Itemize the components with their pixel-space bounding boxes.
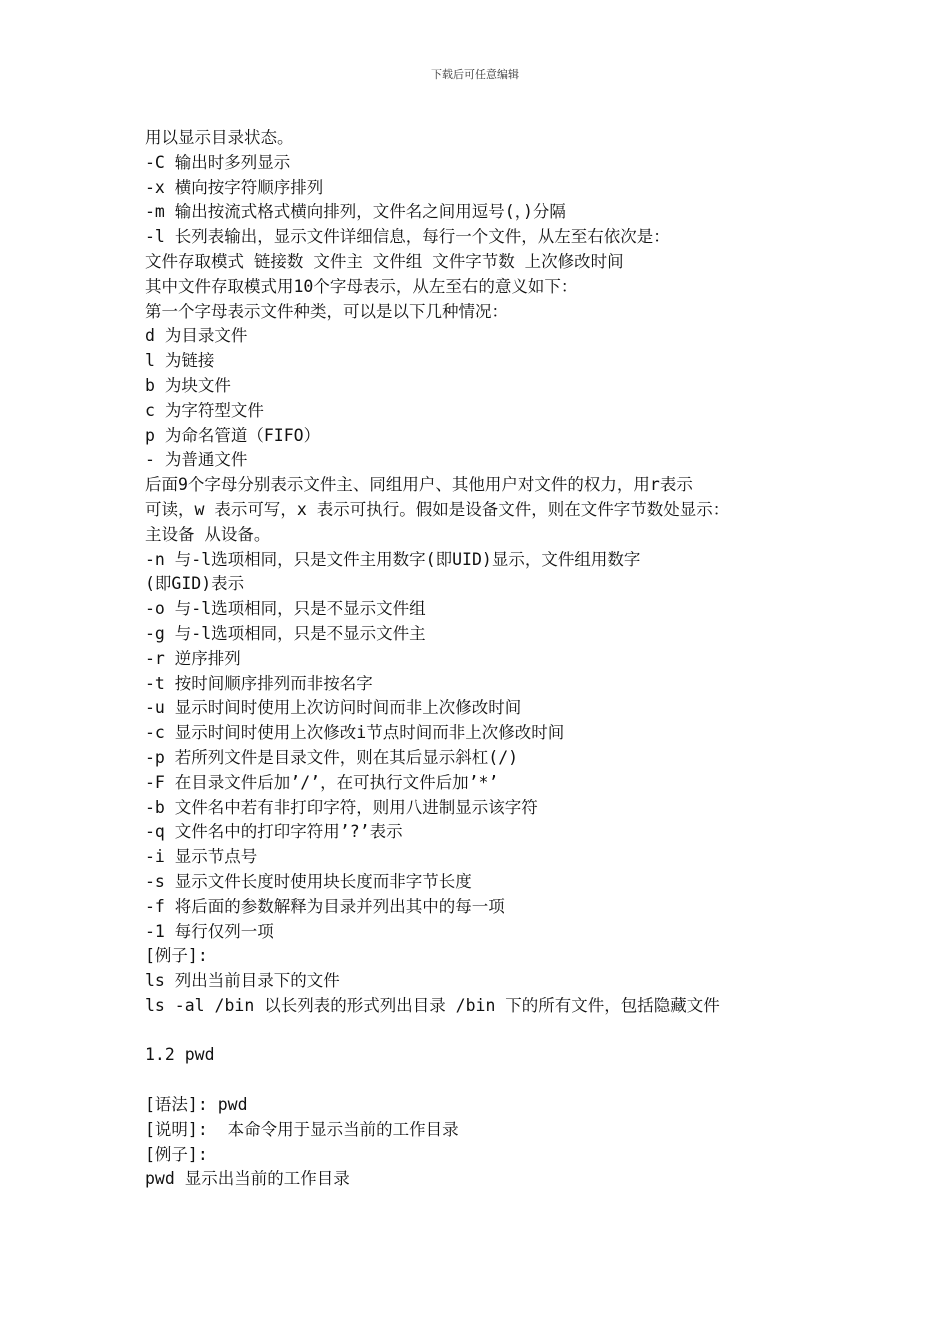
option-line: -i 显示节点号 bbox=[145, 847, 258, 867]
option-line: -q 文件名中的打印字符用’?’表示 bbox=[145, 822, 403, 842]
option-line: -c 显示时间时使用上次修改i节点时间而非上次修改时间 bbox=[145, 723, 565, 743]
text-line: (即GID)表示 bbox=[145, 574, 245, 594]
option-line: -s 显示文件长度时使用块长度而非字节长度 bbox=[145, 871, 472, 891]
text-line: 第一个字母表示文件种类，可以是以下几种情况： bbox=[145, 301, 508, 321]
document-body bbox=[145, 126, 845, 1192]
page-header: 下载后可任意编辑 bbox=[431, 68, 519, 81]
blank-line bbox=[145, 1068, 845, 1093]
option-line: -u 显示时间时使用上次访问时间而非上次修改时间 bbox=[145, 698, 522, 718]
text-line: 可读，w 表示可写，x 表示可执行。假如是设备文件，则在文件字节数处显示： bbox=[145, 499, 730, 519]
text-line: 主设备 从设备。 bbox=[145, 524, 271, 544]
text-line: 用以显示目录状态。 bbox=[145, 128, 294, 147]
option-line: -r 逆序排列 bbox=[145, 648, 241, 668]
file-type-line: b 为块文件 bbox=[145, 375, 231, 395]
option-line: -m 输出按流式格式横向排列，文件名之间用逗号(，)分隔 bbox=[145, 202, 566, 222]
option-line: -o 与-l选项相同，只是不显示文件组 bbox=[145, 599, 426, 619]
option-line: -F 在目录文件后加’/’，在可执行文件后加’*’ bbox=[145, 772, 499, 792]
description-line: [说明]: 本命令用于显示当前的工作目录 bbox=[145, 1119, 459, 1139]
option-line: -t 按时间顺序排列而非按名字 bbox=[145, 673, 373, 693]
option-line: -g 与-l选项相同，只是不显示文件主 bbox=[145, 623, 426, 643]
text-line: 文件存取模式 链接数 文件主 文件组 文件字节数 上次修改时间 bbox=[145, 251, 624, 271]
file-type-line: l 为链接 bbox=[145, 351, 215, 371]
example-label: [例子]: bbox=[145, 1144, 208, 1164]
example-label: [例子]: bbox=[145, 946, 208, 966]
text-line: 后面9个字母分别表示文件主、同组用户、其他用户对文件的权力，用r表示 bbox=[145, 475, 693, 495]
file-type-line: p 为命名管道（FIFO） bbox=[145, 425, 321, 445]
syntax-line: [语法]: pwd bbox=[145, 1095, 248, 1115]
option-line: -b 文件名中若有非打印字符，则用八进制显示该字符 bbox=[145, 797, 538, 817]
file-type-line: d 为目录文件 bbox=[145, 326, 248, 346]
option-line: -f 将后面的参数解释为目录并列出其中的每一项 bbox=[145, 896, 505, 916]
option-line: -x 横向按字符顺序排列 bbox=[145, 177, 324, 197]
blank-line bbox=[145, 1019, 845, 1044]
option-line: -C 输出时多列显示 bbox=[145, 152, 291, 172]
option-line: -l 长列表输出，显示文件详细信息，每行一个文件，从左至右依次是： bbox=[145, 227, 670, 247]
option-line: -1 每行仅列一项 bbox=[145, 921, 274, 941]
example-line: ls 列出当前目录下的文件 bbox=[145, 971, 340, 991]
section-heading: 1.2 pwd bbox=[145, 1045, 215, 1065]
option-line: -p 若所列文件是目录文件，则在其后显示斜杠(/) bbox=[145, 747, 519, 767]
example-line: ls -al /bin 以长列表的形式列出目录 /bin 下的所有文件，包括隐藏文件 bbox=[145, 995, 720, 1015]
option-line: -n 与-l选项相同，只是文件主用数字(即UID)显示，文件组用数字 bbox=[145, 549, 641, 569]
text-line: 其中文件存取模式用10个字母表示，从左至右的意义如下： bbox=[145, 276, 578, 296]
example-line: pwd 显示出当前的工作目录 bbox=[145, 1169, 350, 1189]
file-type-line: - 为普通文件 bbox=[145, 450, 248, 470]
file-type-line: c 为字符型文件 bbox=[145, 400, 264, 420]
